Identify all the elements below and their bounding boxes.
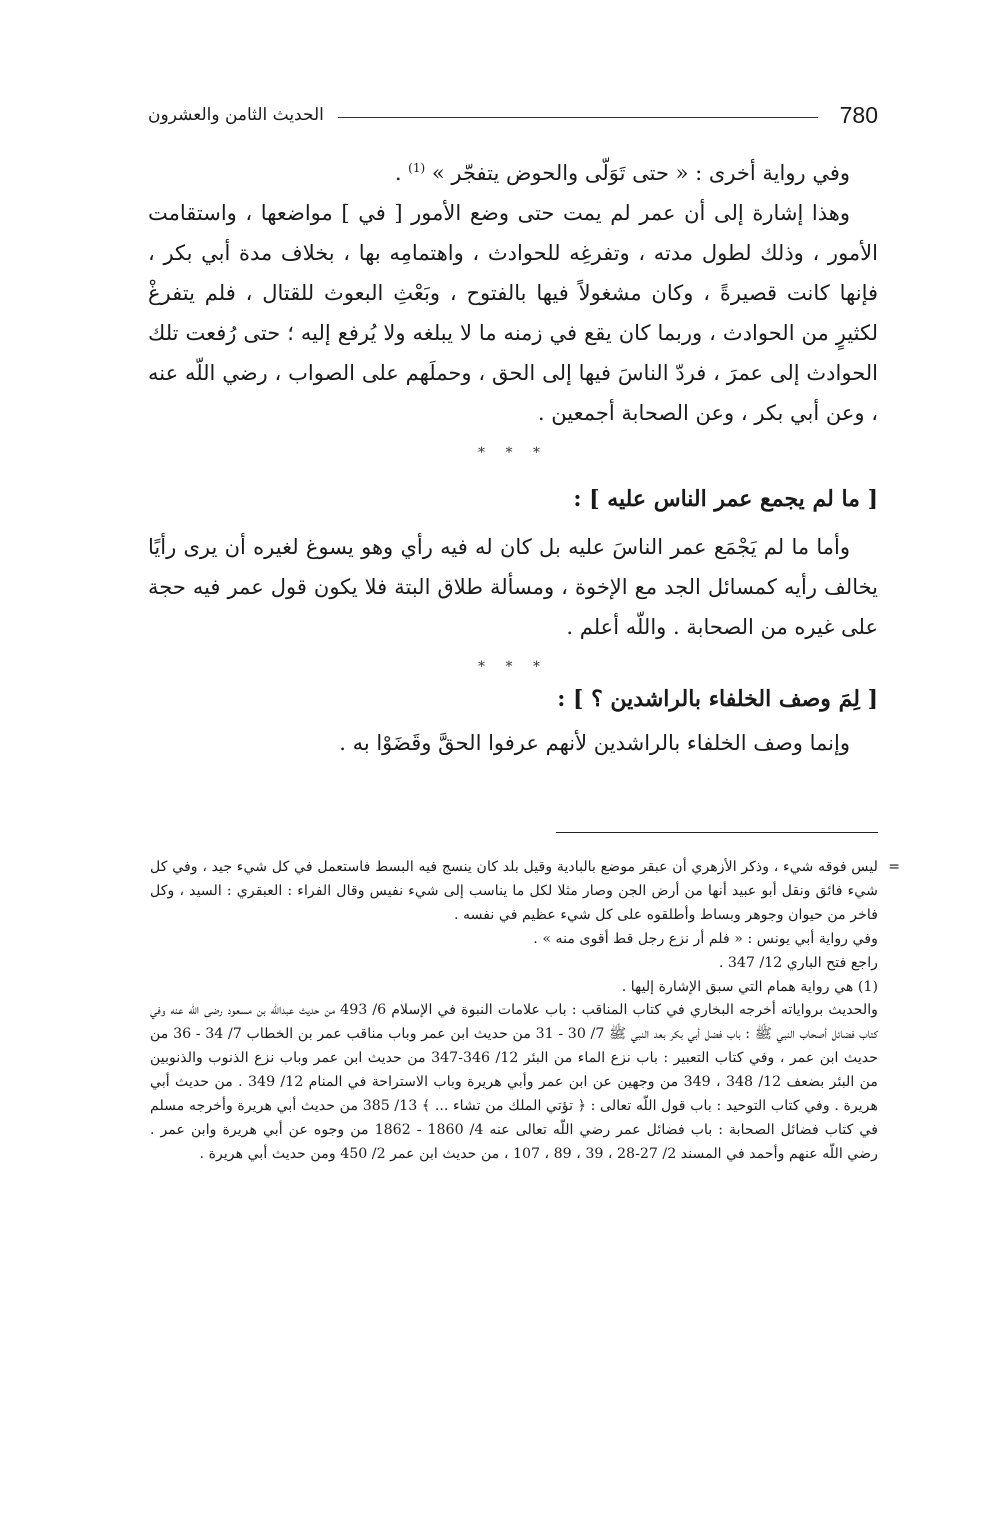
footnote-separator (556, 832, 878, 833)
section-separator-2: * * * (478, 659, 548, 675)
section-heading-2: [ لِمَ وصف الخلفاء بالراشدين ؟ ] : (557, 686, 878, 712)
paragraph-3: وأما ما لم يَجْمَع عمر الناسَ عليه بل كان له فيه رأي وهو يسوغ لغيره أن يرى رأيًا يخالف رأيه كمسائل الجد مع الإخوة ، ومسألة طلاق البتة فلا يكون قول عمر فيه حجة على غيره من الصحابة . واللّه أعلم . (148, 535, 878, 639)
section-separator-1: * * * (478, 445, 548, 461)
paragraph-4: وإنما وصف الخلفاء بالراشدين لأنهم عرفوا الحقَّ وقَضَوْا به . (339, 731, 850, 755)
footnote-continued-text: ليس فوقه شيء ، وذكر الأزهري أن عبقر موضع بالبادية وقيل بلد كان ينسج فيه البسط فاستعمل في كل شيء جيد ، وفي كل شيء فائق ونقل أبو عبيد أنها من أرض الجن وصار مثلا لكل ما يناسب إلى شيء نفيس وقال الفراء : العبقري : السيد ، وكل فاخر من حيوان وجوهر وبساط وأطلقوه على كل شيء عظيم في نفسه . (150, 859, 878, 923)
paragraph-2: وهذا إشارة إلى أن عمر لم يمت حتى وضع الأمور [ في ] مواضعها ، واستقامت الأمور ، وذلك لطول مدته ، وتفرغِه للحوادث ، واهتمامِه بها ، بخلاف مدة أبي بكر ، فإنها كانت قصيرةً ، وكان مشغولاً فيها بالفتوح ، وبَعْثِ البعوث للقتال ، فلم يتفرغْ لكثيرٍ من الحوادث ، وربما كان يقع في زمنه ما لا يبلغه ولا يُرفع إليه ؛ حتى رُفعت تلك الحوادث إلى عمرَ ، فردّ الناسَ فيها إلى الحق ، وحملَهم على الصواب ، رضي اللّه عنه ، وعن أبي بكر ، وعن الصحابة أجمعين . (148, 201, 878, 425)
paragraph-1-text: وفي رواية أخرى : « حتى تَوَلّى والحوض يتفجّر » (431, 161, 850, 185)
footnotes (150, 856, 900, 1167)
continuation-mark: = (888, 859, 900, 875)
main-text (148, 148, 878, 763)
page-header (148, 100, 878, 134)
footnote-line: راجع فتح الباري 12/ 347 . (718, 954, 878, 971)
footnote-continued (150, 856, 900, 928)
footnote-1: (1) هي رواية همام التي سبق الإشارة إليها . (621, 978, 878, 995)
paragraph-1-end: . (394, 161, 409, 185)
section-heading-1: [ ما لم يجمع عمر الناس عليه ] : (573, 486, 878, 512)
header-rule (338, 117, 818, 118)
footnote-ref-1: (1) (408, 161, 426, 175)
running-head: الحديث الثامن والعشرون (148, 105, 324, 125)
paragraph-1 (148, 148, 878, 193)
footnote-1-sources: والحديث برواياته أخرجه البخاري في كتاب المناقب : باب علامات النبوة في الإسلام 6/ 493 من حديث عبداللّه بن مسعود رضى اللّه عنه وفي كتاب فضائل أصحاب النبي ﷺ : باب فضل أبي بكر بعد النبي ﷺ 7/ 30 - 31 من حديث ابن عمر وباب مناقب عمر بن الخطاب 7/ 34 - 36 من حديث ابن عمر ، وفي كتاب التعبير : باب نزع الماء من البئر 12/ 346-347 من حديث ابن عمر وباب نزع الذنوب والذنوبين من البئر بضعف 12/ 348 ، 349 من وجهين عن ابن عمر وأبي هريرة وباب الاستراحة في المنام 12/ 349 . من حديث أبي هريرة . وفي كتاب التوحيد : باب قول اللّه تعالى : ﴿ تؤتي الملك من تشاء ... ﴾ 13/ 385 من حديث أبي هريرة وأخرجه مسلم في كتاب فضائل الصحابة : باب فضائل عمر رضي اللّه تعالى عنه 4/ 1860 - 1862 من وجوه عن أبي هريرة وابن عمر . رضي اللّه عنهم وأحمد في المسند 2/ 27-28 ، 39 ، 89 ، 107 ، من حديث ابن عمر 2/ 450 ومن حديث أبي هريرة . (150, 1002, 879, 1162)
page-number: 780 (839, 102, 878, 128)
footnote-line: وفي رواية أبي يونس : « فلم أر نزع رجل قط أقوى منه » . (533, 930, 878, 947)
